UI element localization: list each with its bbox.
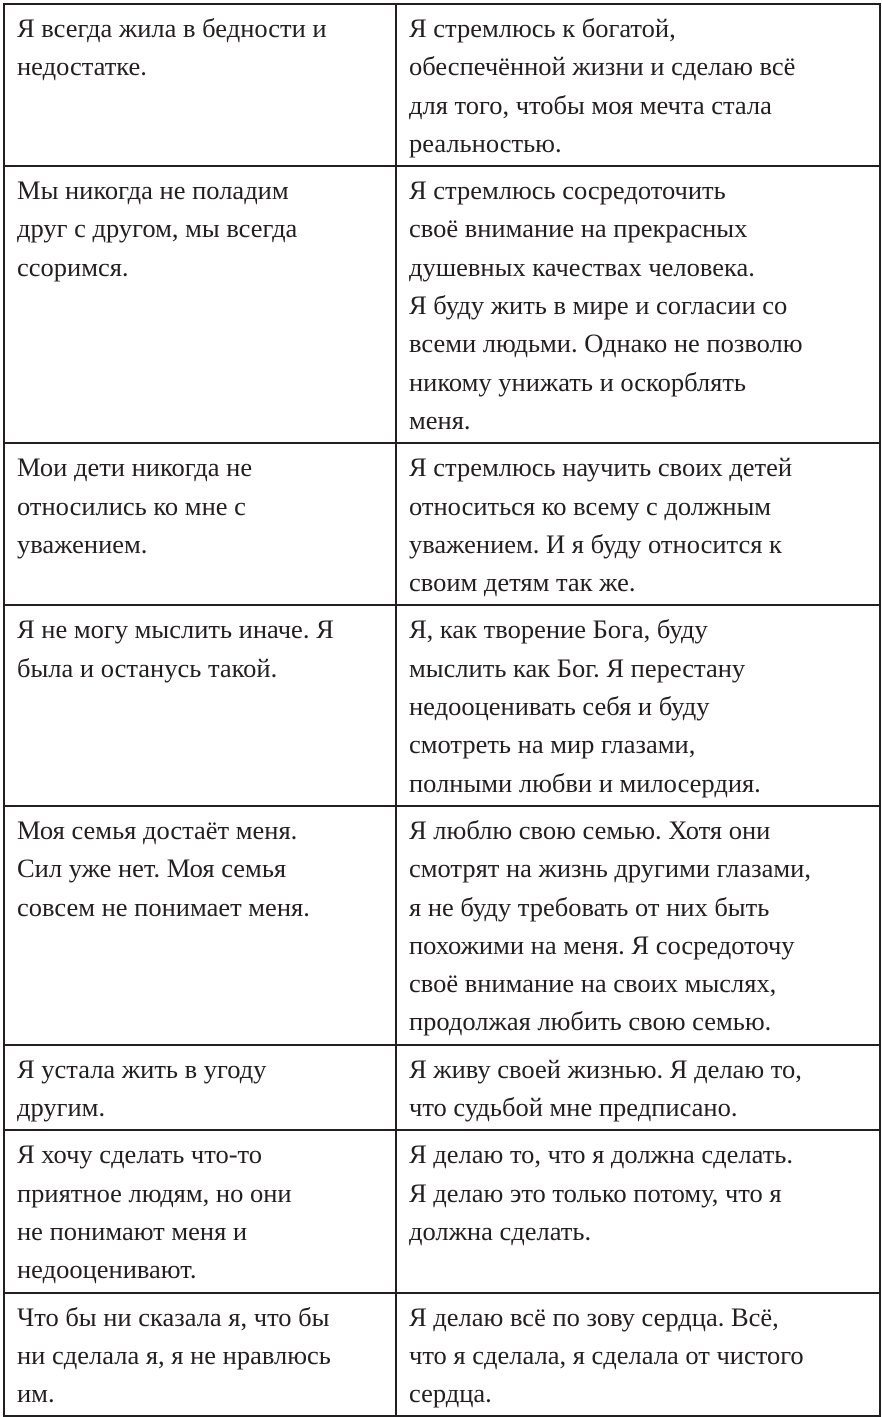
negative-belief-cell (4, 1130, 396, 1292)
table-row (4, 1130, 880, 1292)
negative-belief-text: Мои дети никогда не относились ко мне с уважением. (17, 452, 253, 559)
table-row (4, 443, 880, 605)
positive-affirmation-text: Я стремлюсь научить своих детей относиться ко всему с должным уважением. И я буду относится к своим детям так же. (409, 452, 793, 598)
table-row (4, 605, 880, 805)
negative-belief-text: Я хочу сделать что-то приятное людям, но они не понимают меня и недооценивают. (17, 1139, 292, 1285)
negative-belief-cell (4, 605, 396, 805)
positive-affirmation-cell (396, 4, 880, 166)
positive-affirmation-text: Я живу своей жизнью. Я делаю то, что судьбой мне предписано. (409, 1053, 802, 1123)
positive-affirmation-cell (396, 1045, 880, 1131)
positive-affirmation-cell (396, 806, 880, 1045)
positive-affirmation-text: Я, как творение Бога, буду мыслить как Бог. Я перестану недооценивать себя и буду смотреть на мир глазами, полными любви и милосердия. (409, 614, 761, 798)
negative-belief-cell (4, 1293, 396, 1417)
positive-affirmation-cell (396, 166, 880, 443)
affirmations-table (3, 3, 881, 1417)
negative-belief-text: Моя семья достаёт меня. Сил уже нет. Моя семья совсем не понимает меня. (17, 814, 310, 922)
positive-affirmation-cell (396, 443, 880, 605)
positive-affirmation-cell (396, 1130, 880, 1292)
positive-affirmation-text: Я стремлюсь к богатой, обеспечённой жизни и сделаю всё для того, чтобы моя мечта стала реальностью. (409, 13, 796, 158)
positive-affirmation-text: Я делаю всё по зову сердца. Всё, что я сделала, я сделала от чистого сердца. (409, 1301, 804, 1409)
positive-affirmation-text: Я стремлюсь сосредоточить своё внимание на прекрасных душевных качествах человека. Я буду жить в мире и согласии со всеми людьми. Однако не позволю никому унижать и оскорблять меня. (409, 175, 803, 435)
negative-belief-text: Мы никогда не поладим друг с другом, мы всегда ссоримся. (17, 175, 298, 282)
negative-belief-text: Что бы ни сказала я, что бы ни сделала я, я не нравлюсь им. (17, 1301, 331, 1409)
negative-belief-cell (4, 806, 396, 1045)
positive-affirmation-text: Я делаю то, что я должна сделать. Я делаю это только потому, что я должна сделать. (409, 1139, 794, 1246)
negative-belief-cell (4, 443, 396, 605)
negative-belief-text: Я не могу мыслить иначе. Я была и останусь такой. (17, 614, 334, 683)
positive-affirmation-text: Я люблю свою семью. Хотя они смотрят на жизнь другими глазами, я не буду требовать от них быть похожими на меня. Я сосредоточу своё внимание на своих мыслях, продолжая любить свою семью. (409, 814, 811, 1037)
negative-belief-cell (4, 4, 396, 166)
negative-belief-cell (4, 166, 396, 443)
positive-affirmation-cell (396, 605, 880, 805)
table-row (4, 4, 880, 166)
table-row (4, 1293, 880, 1417)
negative-belief-text: Я всегда жила в бедности и недостатке. (17, 13, 327, 82)
table-row (4, 1045, 880, 1131)
table-row (4, 166, 880, 443)
negative-belief-text: Я устала жить в угоду другим. (17, 1053, 267, 1123)
table-row (4, 806, 880, 1045)
positive-affirmation-cell (396, 1293, 880, 1417)
negative-belief-cell (4, 1045, 396, 1131)
